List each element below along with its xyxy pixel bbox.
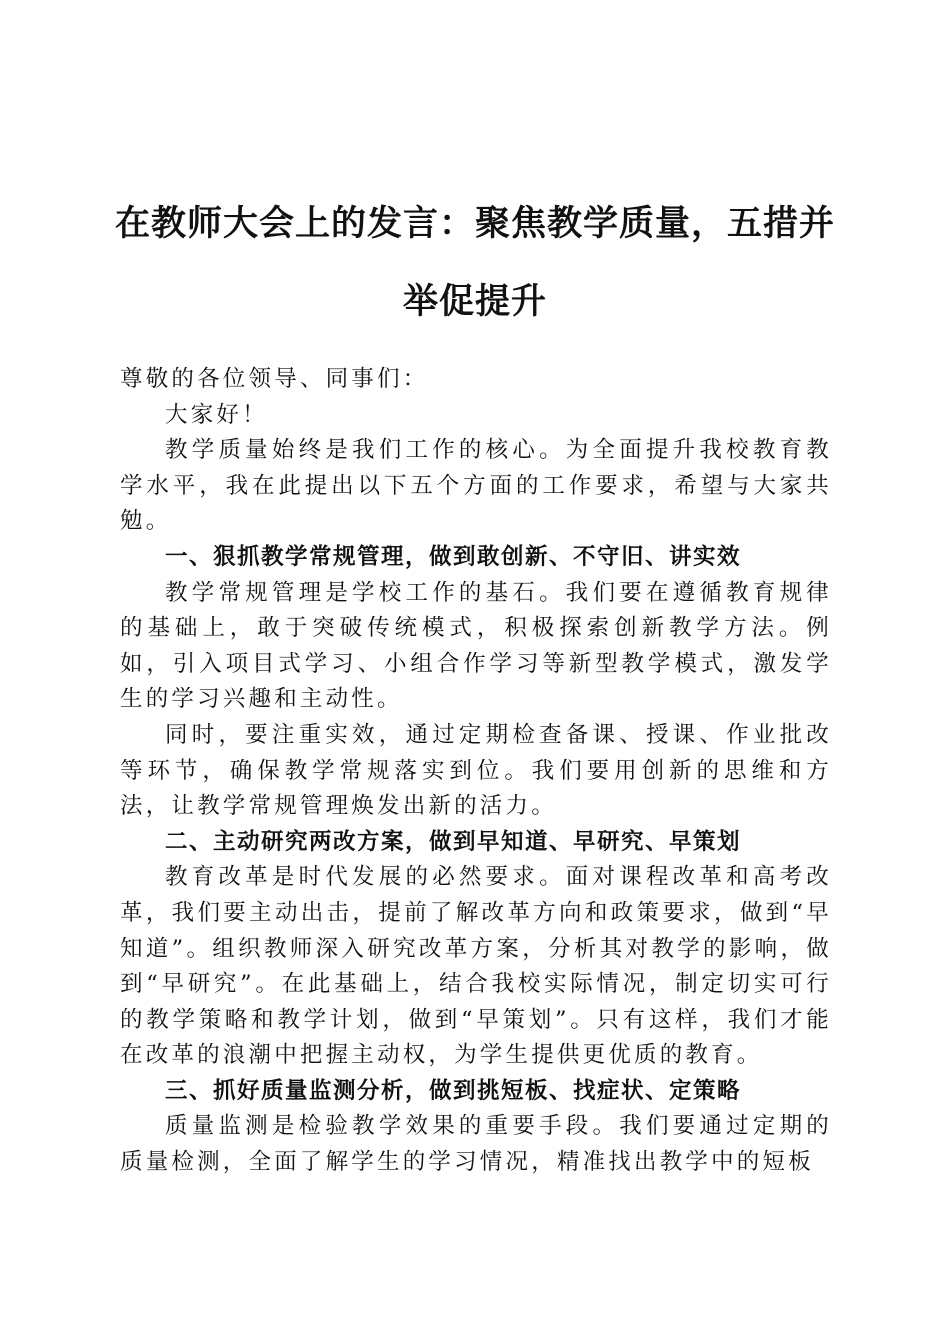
document-body: [120, 362, 832, 1181]
intro-paragraph: 教学质量始终是我们工作的核心。为全面提升我校教育教学水平，我在此提出以下五个方面的工作要求，希望与大家共勉。: [120, 437, 832, 535]
section-1-paragraph-1: 教学常规管理是学校工作的基石。我们要在遵循教育规律的基础上，敢于突破传统模式，积极探索创新教学方法。例如，引入项目式学习、小组合作学习等新型教学模式，激发学生的学习兴趣和主动性。: [120, 579, 832, 713]
document-title: 在教师大会上的发言：聚焦教学质量，五措并举促提升: [114, 203, 835, 322]
section-3-paragraph-1: 质量监测是检验教学效果的重要手段。我们要通过定期的质量检测，全面了解学生的学习情况，精准找出教学中的短板: [120, 1113, 832, 1176]
section-heading-3: 三、抓好质量监测分析，做到挑短板、找症状、定策略: [165, 1077, 742, 1104]
section-heading-1: 一、狠抓教学常规管理，做到敢创新、不守旧、讲实效: [165, 543, 742, 570]
section-2-paragraph-1: 教育改革是时代发展的必然要求。面对课程改革和高考改革，我们要主动出击，提前了解改革方向和政策要求，做到“早知道”。组织教师深入研究改革方案，分析其对教学的影响，做到“早研究”。在此基础上，结合我校实际情况，制定切实可行的教学策略和教学计划，做到“早策划”。只有这样，我们才能在改革的浪潮中把握主动权，为学生提供更优质的教育。: [120, 864, 832, 1069]
salutation: 尊敬的各位领导、同事们：: [120, 366, 429, 392]
section-1-paragraph-2: 同时，要注重实效，通过定期检查备课、授课、作业批改等环节，确保教学常规落实到位。我们要用创新的思维和方法，让教学常规管理焕发出新的活力。: [120, 721, 832, 820]
greeting: 大家好！: [165, 401, 268, 428]
section-heading-2: 二、主动研究两改方案，做到早知道、早研究、早策划: [165, 828, 742, 855]
